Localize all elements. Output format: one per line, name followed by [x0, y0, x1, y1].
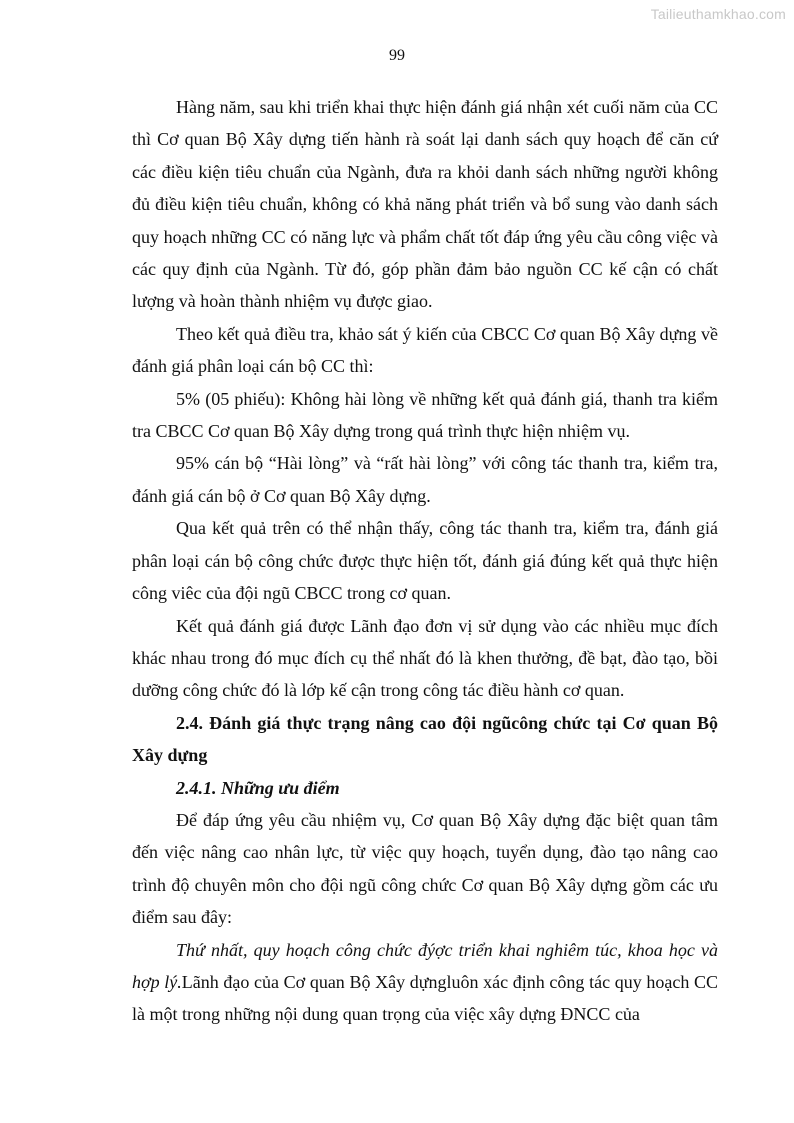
paragraph-usage: Kết quả đánh giá được Lãnh đạo đơn vị sử dụng vào các nhiều mục đích khác nhau trong đó mục đích cụ thể nhất đó là khen thưởng, đề bạt, đào tạo, bồi dưỡng công chức đó là lớp kế cận trong công tác điều hành cơ quan. [132, 615, 718, 701]
paragraph-satisfied: 95% cán bộ “Hài lòng” và “rất hài lòng” với công tác thanh tra, kiểm tra, đánh giá cán bộ ở Cơ quan Bộ Xây dựng. [132, 453, 718, 506]
section-heading: 2.4. Đánh giá thực trạng nâng cao đội ngũcông chức tại Cơ quan Bộ Xây dựng [132, 712, 718, 766]
page-number: 99 [389, 47, 405, 64]
paragraph-dissatisfied: 5% (05 phiếu): Không hài lòng về những kết quả đánh giá, thanh tra kiểm tra CBCC Cơ quan Bộ Xây dựng trong quá trình thực hiện nhiệm vụ. [132, 388, 718, 442]
first-point-lead: Thứ nhất, quy hoạch công chức đýợc triển khai nghiêm túc, khoa học và hợp lý. [132, 939, 718, 992]
paragraph-survey-intro: Theo kết quả điều tra, khảo sát ý kiến của CBCC Cơ quan Bộ Xây dựng về đánh giá phân loại cán bộ CC thì: [132, 323, 718, 377]
watermark: Tailieuthamkhao.com [650, 6, 786, 22]
paragraph-first-point [132, 934, 718, 1031]
body-text [132, 91, 718, 1031]
paragraph-observation: Qua kết quả trên có thể nhận thấy, công tác thanh tra, kiểm tra, đánh giá phân loại cán bộ công chức được thực hiện tốt, đánh giá đúng kết quả thực hiện công viêc của đội ngũ CBCC trong cơ quan. [132, 518, 718, 604]
first-point-body: Lãnh đạo của Cơ quan Bộ Xây dựngluôn xác định công tác quy hoạch CC là một trong những nội dung quan trọng của việc xây dựng ĐNCC của [132, 971, 718, 1025]
subsection-heading: 2.4.1. Những ưu điểm [176, 777, 340, 798]
paragraph-requirements: Để đáp ứng yêu cầu nhiệm vụ, Cơ quan Bộ Xây dựng đặc biệt quan tâm đến việc nâng cao nhân lực, từ việc quy hoạch, tuyển dụng, đào tạo nâng cao trình độ chuyên môn cho đội ngũ công chức Cơ quan Bộ Xây dựng gồm các ưu điểm sau đây: [132, 809, 718, 928]
paragraph-annual-review: Hàng năm, sau khi triển khai thực hiện đánh giá nhận xét cuối năm của CC thì Cơ quan Bộ Xây dựng tiến hành rà soát lại danh sách quy hoạch để căn cứ các điều kiện tiêu chuẩn của Ngành, đưa ra khỏi danh sách những người không đủ điều kiện tiêu chuẩn, không có khả năng phát triển và bổ sung vào danh sách quy hoạch những CC có năng lực và phẩm chất tốt đáp ứng yêu cầu công việc và các quy định của Ngành. Từ đó, góp phần đảm bảo nguồn CC kế cận có chất lượng và hoàn thành nhiệm vụ được giao. [132, 97, 718, 312]
